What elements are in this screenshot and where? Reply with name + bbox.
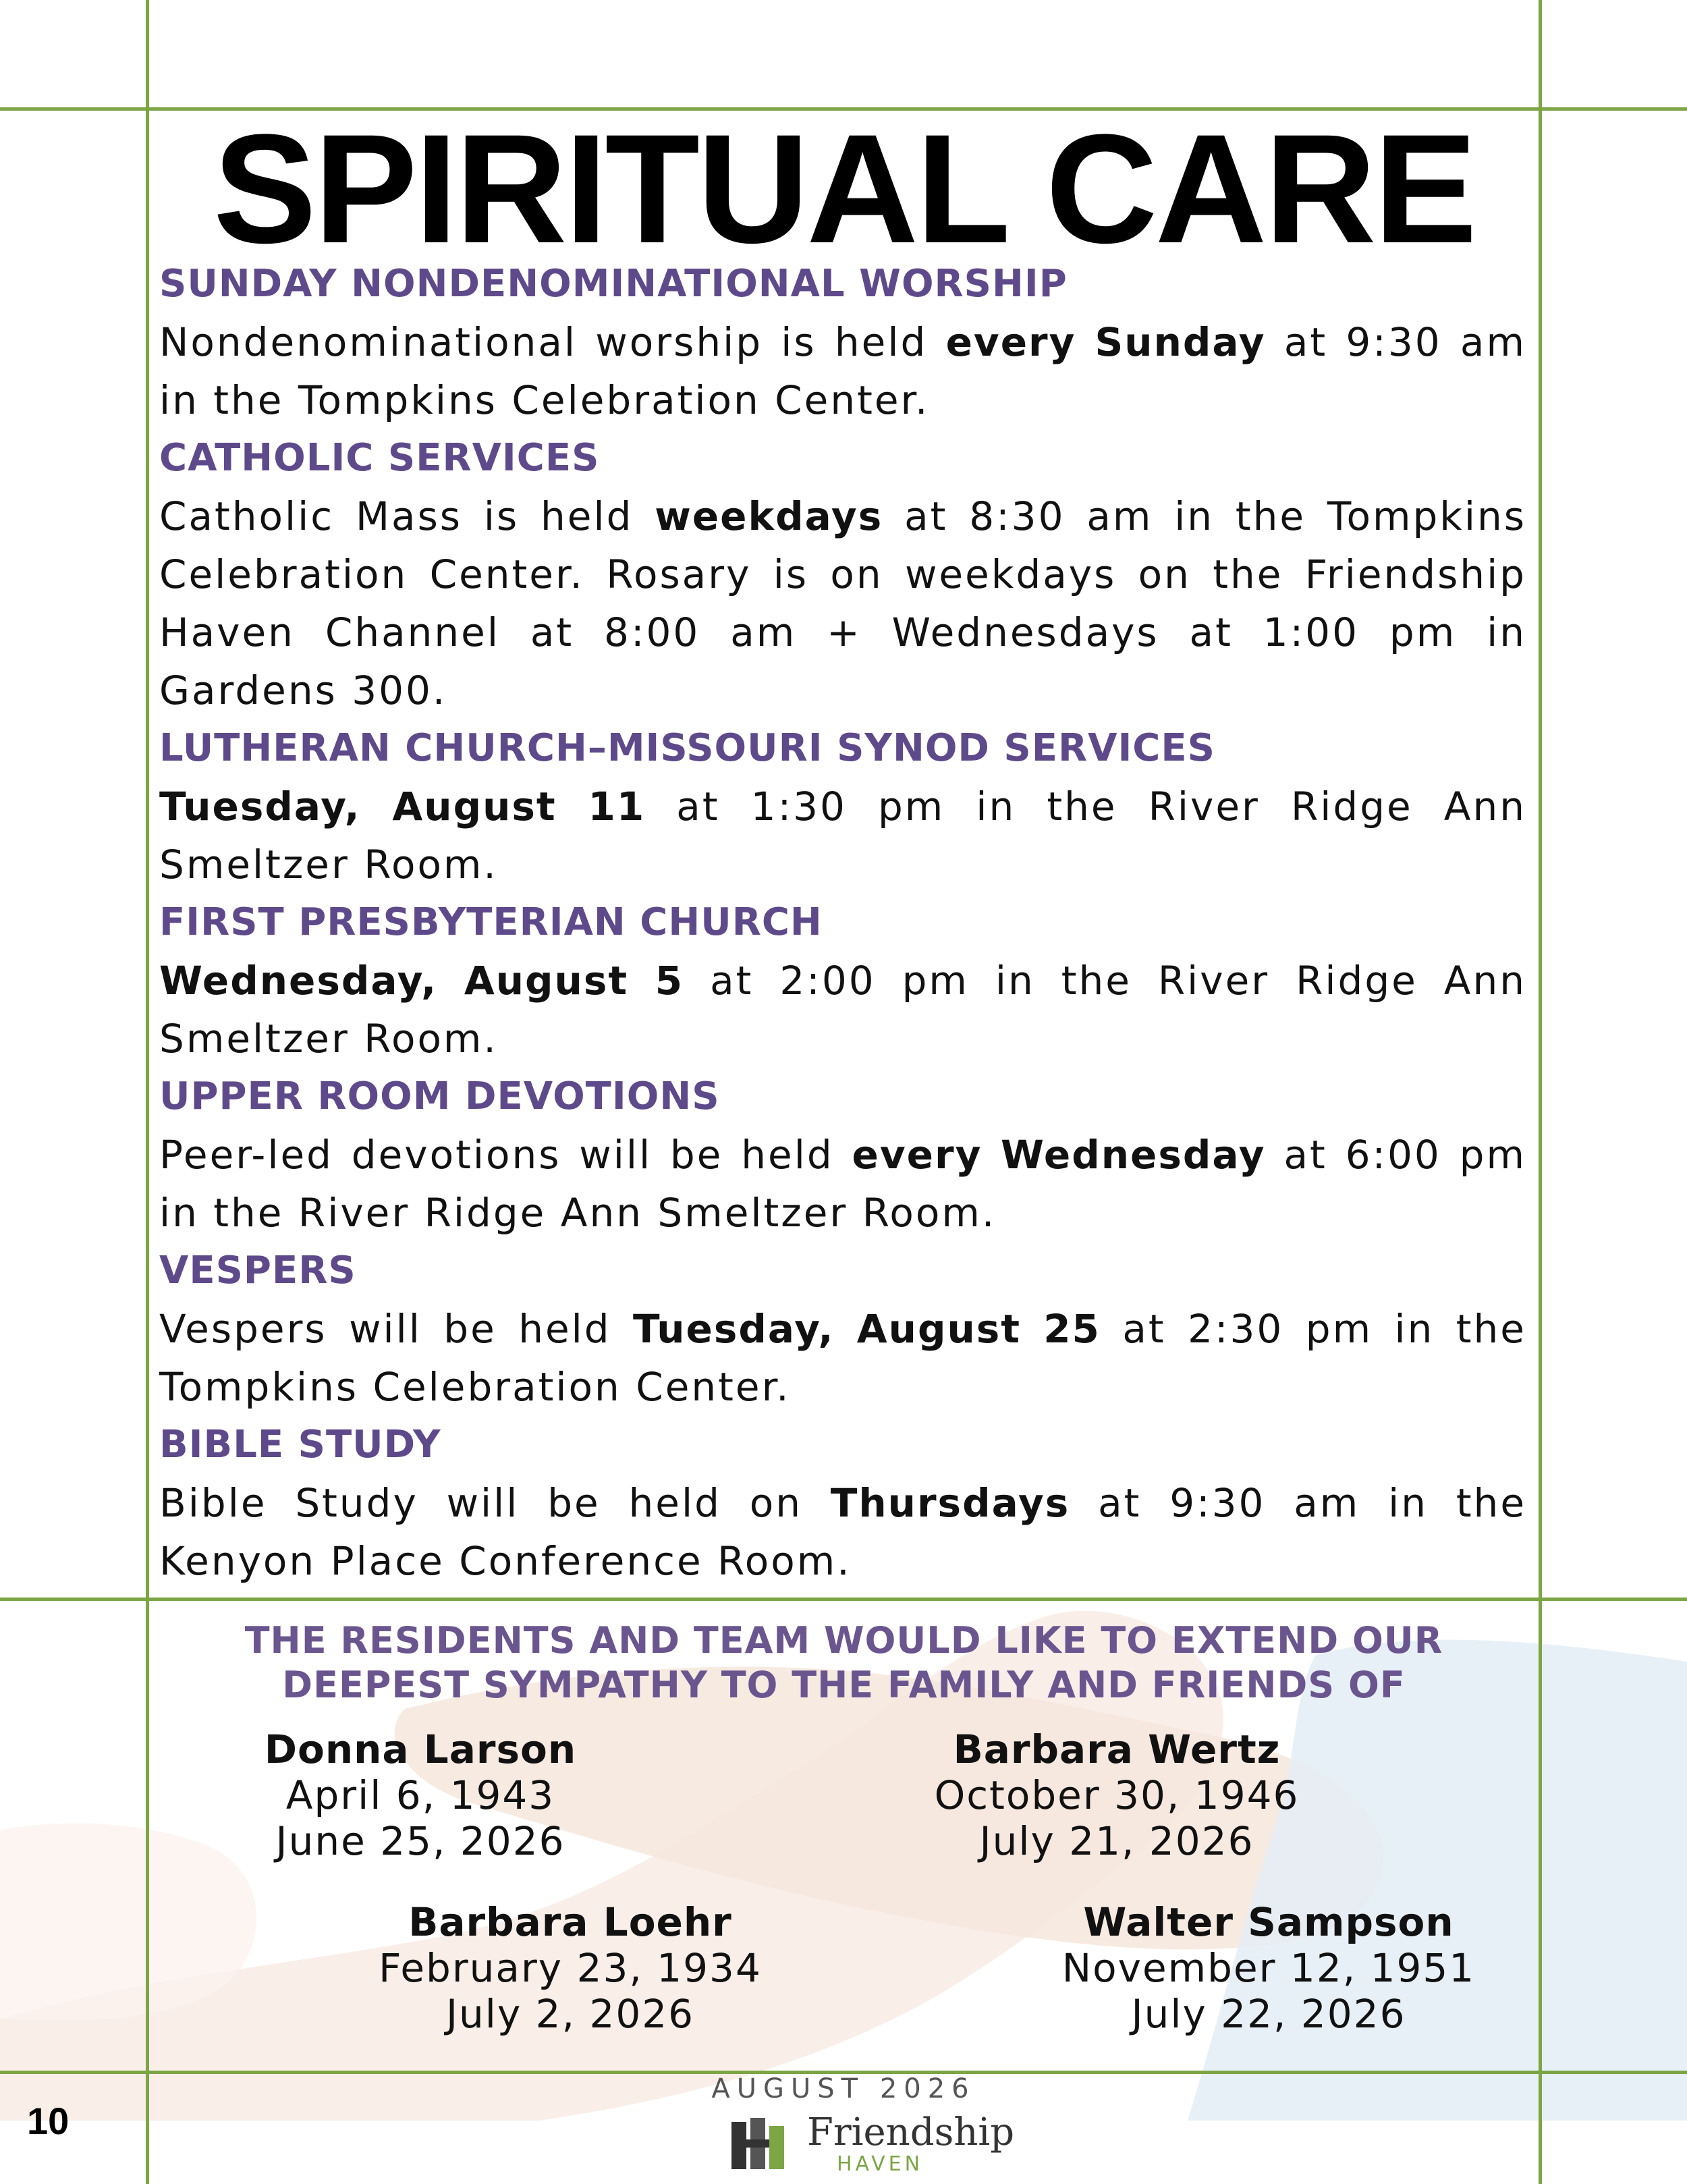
body-text: Peer-led devotions will be held <box>159 1132 852 1178</box>
left-border-line <box>146 0 149 2184</box>
body-text: Catholic Mass is held <box>159 493 655 539</box>
logo-mark-icon <box>727 2115 795 2173</box>
emphasis-text: Tuesday, August 11 <box>159 784 646 829</box>
body-text: at 1:30 pm in the River Ridge Ann Smeltzer Room. <box>159 784 1527 888</box>
section-body <box>159 1474 1526 1590</box>
memorial-entry <box>184 1726 657 1864</box>
memorial-birth-date: April 6, 1943 <box>285 1772 555 1818</box>
emphasis-text: every Sunday <box>945 319 1266 365</box>
memorial-name: Barbara Loehr <box>408 1899 732 1945</box>
section-heading: CATHOLIC SERVICES <box>159 436 600 480</box>
body-text: at 2:00 pm in the River Ridge Ann Smeltzer Room. <box>159 958 1526 1062</box>
memorial-name: Walter Sampson <box>1083 1899 1454 1945</box>
memorial-death-date: July 21, 2026 <box>979 1818 1254 1864</box>
sections-list <box>159 255 1526 1590</box>
friendship-haven-logo <box>727 2110 1015 2176</box>
section-heading: UPPER ROOM DEVOTIONS <box>159 1074 720 1118</box>
page-number: 10 <box>27 2100 70 2142</box>
emphasis-text: every Wednesday <box>852 1132 1266 1178</box>
emphasis-text: Tuesday, August 25 <box>633 1306 1101 1352</box>
section-heading: FIRST PRESBYTERIAN CHURCH <box>159 900 823 944</box>
section-body <box>159 1300 1526 1416</box>
logo-wordmark: Friendship <box>807 2110 1015 2154</box>
emphasis-text: weekdays <box>655 493 883 539</box>
section-body <box>159 313 1526 429</box>
section-body <box>159 487 1526 719</box>
sympathy-divider-line <box>0 1598 1687 1601</box>
section-body <box>159 1126 1526 1242</box>
body-text: at 8:30 am in the Tompkins Celebration Center. Rosary is on weekdays on the Friendship Haven Channel at 8:00 am + Wednesdays at 1:00 pm in Gardens 300. <box>159 493 1526 713</box>
memorial-name: Barbara Wertz <box>953 1726 1281 1772</box>
section-heading: LUTHERAN CHURCH–MISSOURI SYNOD SERVICES <box>159 726 1215 770</box>
sympathy-message <box>149 1618 1539 1708</box>
memorial-birth-date: October 30, 1946 <box>934 1772 1300 1818</box>
memorial-entry <box>334 1899 806 2037</box>
section-body <box>159 777 1526 894</box>
sympathy-line-1: THE RESIDENTS AND TEAM WOULD LIKE TO EXTEND OUR <box>244 1619 1443 1662</box>
body-text: at 6:00 pm in the River Ridge Ann Smeltzer Room. <box>159 1132 1526 1236</box>
page-title: SPIRITUAL CARE <box>213 102 1475 275</box>
memorial-death-date: July 2, 2026 <box>445 1991 695 2037</box>
section-body <box>159 952 1526 1068</box>
memorial-death-date: June 25, 2026 <box>275 1818 565 1864</box>
emphasis-text: Thursdays <box>830 1480 1070 1526</box>
body-text: Vespers will be held <box>159 1306 634 1352</box>
body-text: Bible Study will be held on <box>159 1480 831 1526</box>
emphasis-text: Wednesday, August 5 <box>159 958 684 1004</box>
logo-subtext: HAVEN <box>837 2152 924 2176</box>
issue-date: AUGUST 2026 <box>711 2073 976 2104</box>
section-heading: BIBLE STUDY <box>159 1423 441 1467</box>
memorial-name: Donna Larson <box>264 1726 577 1772</box>
body-text: at 2:30 pm in the Tompkins Celebration Center. <box>159 1306 1526 1410</box>
memorial-birth-date: November 12, 1951 <box>1061 1945 1476 1991</box>
memorial-entry <box>1032 1899 1505 2037</box>
section-heading: SUNDAY NONDENOMINATIONAL WORSHIP <box>159 262 1068 306</box>
sympathy-line-2: DEEPEST SYMPATHY TO THE FAMILY AND FRIENDS OF <box>282 1664 1406 1706</box>
body-text: at 9:30 am in the Kenyon Place Conference Room. <box>159 1480 1527 1584</box>
body-text: Nondenominational worship is held <box>159 319 946 365</box>
section-heading: VESPERS <box>159 1249 356 1292</box>
memorial-entry <box>881 1726 1353 1864</box>
memorial-birth-date: February 23, 1934 <box>379 1945 762 1991</box>
right-border-line <box>1539 0 1542 2184</box>
memorial-death-date: July 22, 2026 <box>1131 1991 1406 2037</box>
body-text: at 9:30 am in the Tompkins Celebration Center. <box>159 319 1526 423</box>
